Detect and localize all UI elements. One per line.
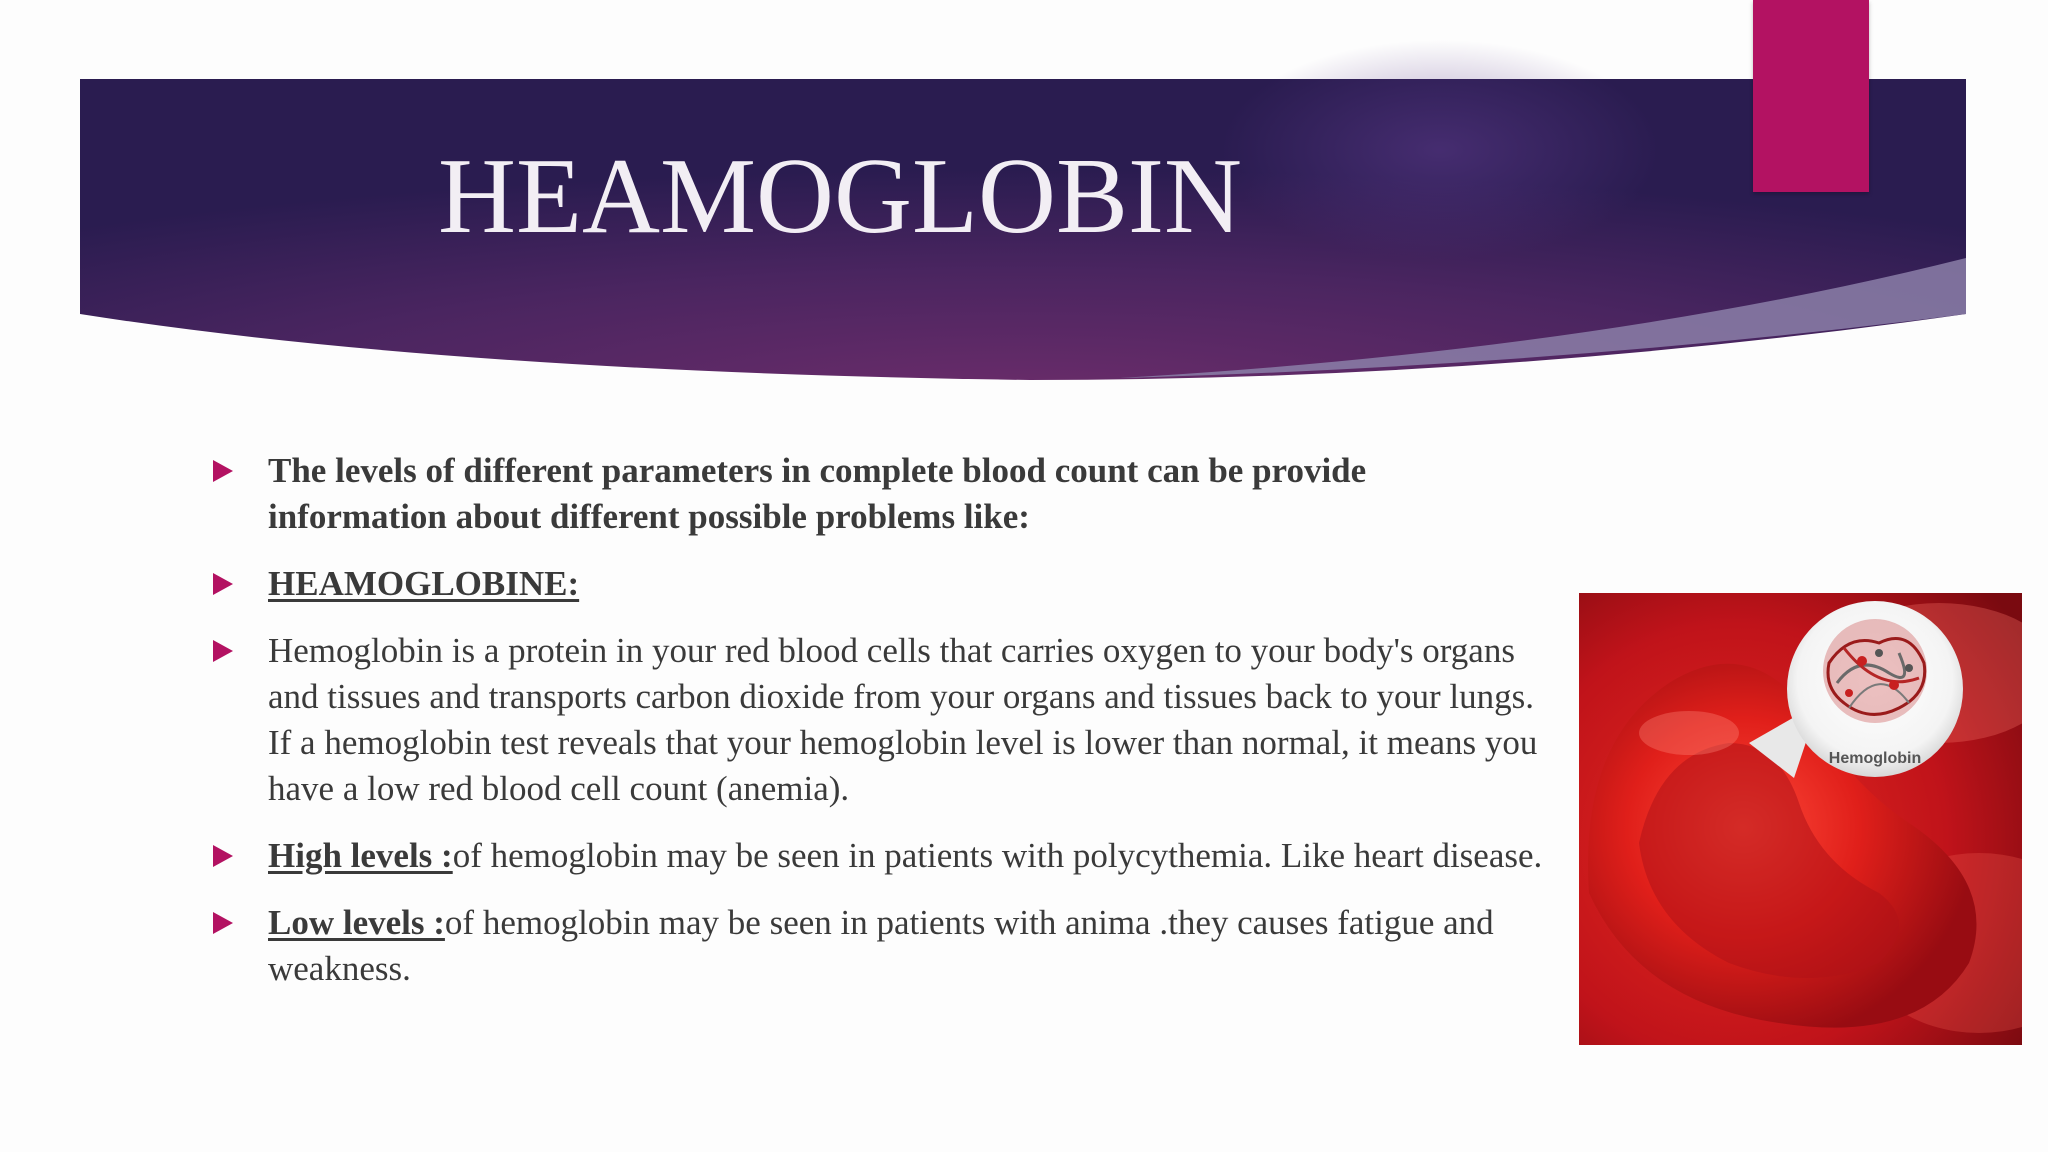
slide-title: HEAMOGLOBIN	[438, 137, 1242, 256]
bullet-arrow-icon	[213, 912, 233, 934]
bullet-low-levels	[210, 900, 1550, 992]
hemoglobin-image	[1579, 593, 2022, 1045]
bullet-definition	[210, 628, 1550, 812]
image-caption: Hemoglobin	[1828, 750, 1922, 767]
bullet-arrow-icon	[213, 460, 233, 482]
bullet-arrow-icon	[213, 573, 233, 595]
high-levels-text: of hemoglobin may be seen in patients with polycythemia. Like heart disease.	[452, 836, 1543, 875]
intro-text: The levels of different parameters in complete blood count can be provide information about different possible problems like:	[268, 451, 1367, 536]
bullet-arrow-icon	[213, 845, 233, 867]
bullet-list	[210, 448, 1550, 1013]
bullet-intro	[210, 448, 1550, 540]
low-levels-label: Low levels :	[268, 903, 445, 942]
bullet-high-levels	[210, 833, 1550, 879]
accent-tab	[1753, 0, 1869, 192]
molecule-icon	[1823, 619, 1927, 723]
high-levels-label: High levels :	[268, 836, 453, 875]
bullet-heading	[210, 561, 1550, 607]
low-levels-text: of hemoglobin may be seen in patients with anima .they causes fatigue and weakness.	[268, 903, 1494, 988]
section-heading: HEAMOGLOBINE:	[268, 564, 580, 603]
definition-text: Hemoglobin is a protein in your red blood cells that carries oxygen to your body's organs and tissues and transports carbon dioxide from your organs and tissues back to your lungs. If a hemoglobin test reveals that your hemoglobin level is lower than normal, it means you have a low red blood cell count (anemia).	[268, 631, 1538, 808]
bullet-arrow-icon	[213, 640, 233, 662]
